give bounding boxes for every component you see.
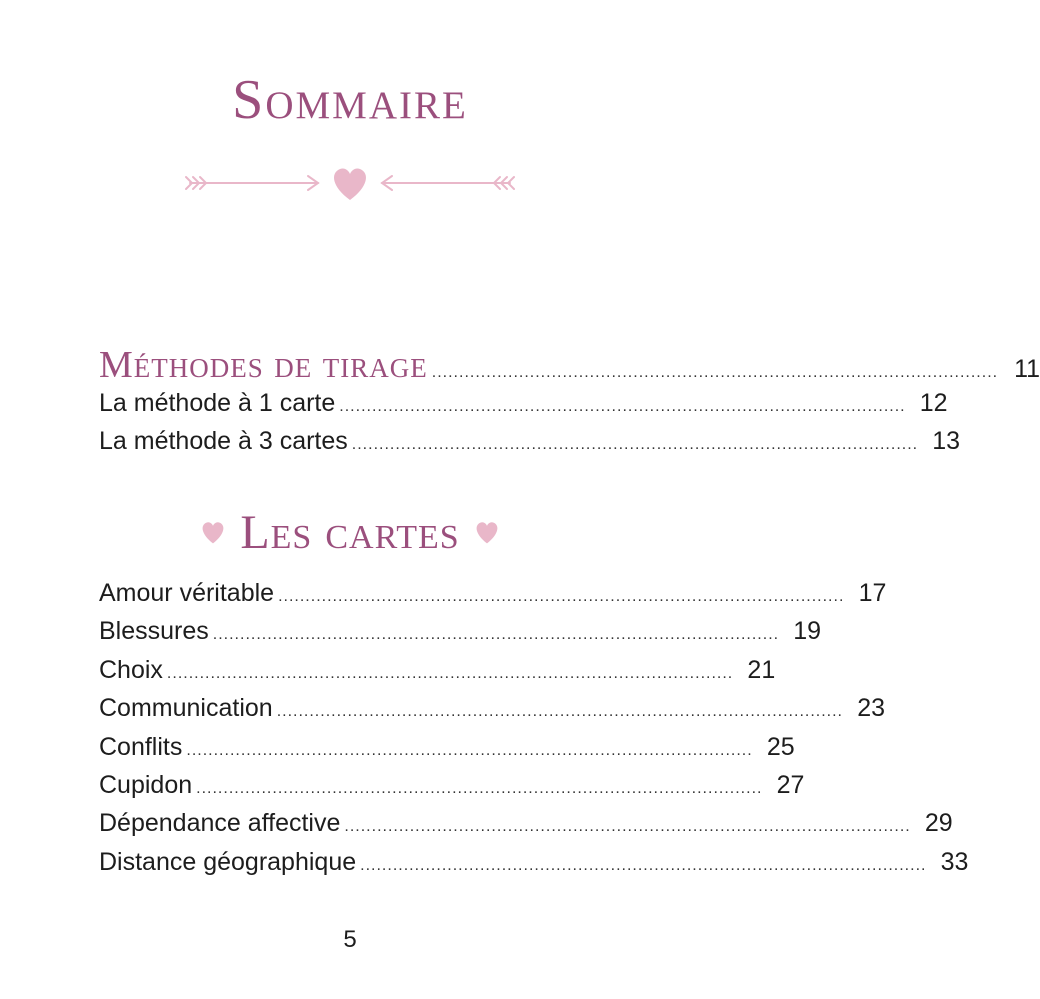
toc-entry-page: 13 [932,427,961,456]
toc-entry-label: Communication [99,694,273,723]
dot-leader: ........................................................................................................ [166,664,734,682]
toc-entry-label: Blessures [99,617,209,646]
toc-entry-page: 29 [924,809,953,838]
arrow-right-icon [186,176,318,190]
dot-leader: ........................................................................................................ [431,364,999,381]
title-ornament [180,165,520,205]
section-heading-cards: Les cartes [240,506,460,559]
heart-icon [334,168,366,200]
toc-entry-label: Cupidon [99,770,193,799]
toc-entry[interactable] [99,847,969,886]
methods-section [99,343,1040,466]
toc-entry-label: Choix [99,655,163,684]
toc-entry[interactable] [99,694,885,732]
toc-entry-label: Conflits [99,732,183,761]
dot-leader: ........................................................................................................ [278,588,845,605]
cards-heading [0,505,700,560]
toc-entry-page: 12 [919,389,948,417]
dot-leader: ........................................................................................................ [344,818,911,836]
toc-entry[interactable] [99,427,961,465]
dot-leader: ........................................................................................................ [339,398,906,415]
toc-entry-page: 25 [766,732,795,761]
toc-entry[interactable] [99,770,805,809]
toc-entry-page: 33 [940,847,969,876]
arrow-left-icon [382,176,514,190]
dot-leader: ........................................................................................................ [276,703,843,721]
dot-leader: ........................................................................................................ [212,626,780,644]
toc-entry[interactable] [99,655,776,694]
toc-entry-page: 21 [747,655,776,684]
section-heading-methods: Méthodes de tirage [99,344,428,386]
cards-section [99,579,969,886]
heart-icon [474,521,500,545]
toc-entry-page: 23 [857,694,885,723]
toc-entry[interactable] [99,389,948,427]
toc-entry-label: Dépendance affective [99,809,341,838]
toc-entry[interactable] [99,809,953,847]
page-title: Sommaire [232,69,468,131]
toc-entry[interactable] [99,617,822,655]
page-number: 5 [343,926,357,953]
dot-leader: ........................................................................................................ [196,779,763,797]
toc-entry[interactable] [99,732,795,771]
page-ref: 11 [1014,355,1040,383]
toc-entry-label: La méthode à 3 cartes [99,427,348,456]
dot-leader: ........................................................................................................ [360,856,927,874]
heart-icon [200,521,226,545]
toc-entry-page: 17 [858,579,887,607]
toc-entry-label: Amour véritable [99,579,275,607]
toc-entry-label: La méthode à 1 carte [99,389,336,417]
toc-entry-page: 27 [776,770,805,799]
toc-entry[interactable] [99,579,887,617]
dot-leader: ........................................................................................................ [351,436,919,454]
toc-entry-page: 19 [793,617,822,646]
toc-entry-label: Distance géographique [99,847,357,876]
dot-leader: ........................................................................................................ [186,741,753,759]
toc-section-row-methods[interactable] [99,343,1040,389]
